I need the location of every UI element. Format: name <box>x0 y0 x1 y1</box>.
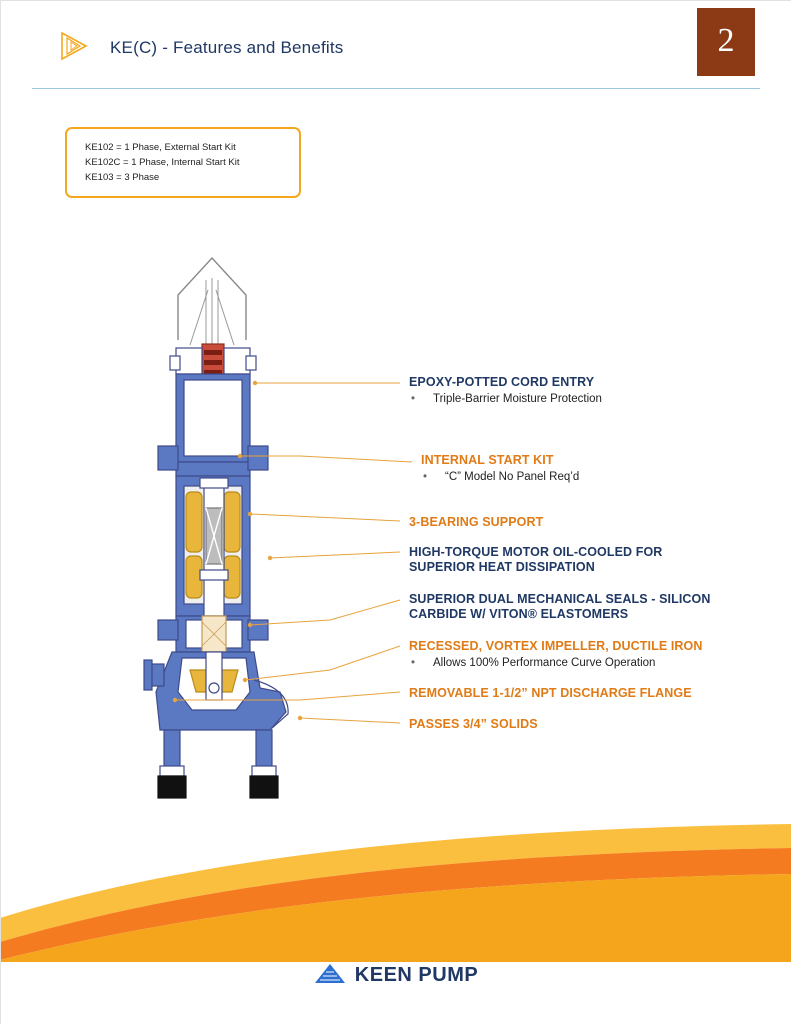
annotation-title: SUPERIOR DUAL MECHANICAL SEALS - SILICON <box>409 592 711 606</box>
pump-cutaway-diagram <box>120 240 420 820</box>
annotation-high-torque-motor <box>409 545 662 575</box>
annotation-subtext <box>409 656 703 671</box>
legend-line: KE102C = 1 Phase, Internal Start Kit <box>85 157 240 168</box>
footer-brand-logo <box>301 958 491 992</box>
annotation-subtext <box>409 392 602 407</box>
annotation-3-bearing-support <box>409 515 543 530</box>
annotation-title: PASSES 3/4” SOLIDS <box>409 717 538 731</box>
annotation-subtext <box>421 470 579 485</box>
annotation-internal-start-kit <box>421 453 579 485</box>
annotation-title: RECESSED, VORTEX IMPELLER, DUCTILE IRON <box>409 639 703 653</box>
model-legend-box <box>65 127 301 198</box>
annotation-title-line2: CARBIDE W/ VITON® ELASTOMERS <box>409 607 629 621</box>
annotation-subtext-label: “C” Model No Panel Req’d <box>445 471 580 483</box>
page-number-badge <box>697 8 755 76</box>
annotation-title: INTERNAL START KIT <box>421 453 554 467</box>
page-number: 2 <box>717 22 735 59</box>
annotation-removable-discharge-flange <box>409 686 692 701</box>
annotation-title: REMOVABLE 1-1/2” NPT DISCHARGE FLANGE <box>409 686 692 700</box>
footer-wave-graphic <box>0 822 791 962</box>
footer-brand-name: KEEN PUMP <box>354 963 479 986</box>
legend-line: KE102 = 1 Phase, External Start Kit <box>85 142 236 153</box>
header-divider <box>32 88 760 89</box>
annotation-title: EPOXY-POTTED CORD ENTRY <box>409 375 595 389</box>
annotation-subtext-label: Allows 100% Performance Curve Operation <box>433 657 656 669</box>
bullet-icon: • <box>411 657 416 669</box>
annotation-title: 3-BEARING SUPPORT <box>409 515 544 529</box>
annotation-title-line2: SUPERIOR HEAT DISSIPATION <box>409 560 595 574</box>
page-title: KE(C) - Features and Benefits <box>110 38 344 57</box>
annotation-dual-mechanical-seals <box>409 592 710 622</box>
annotation-epoxy-potted-cord-entry <box>409 375 602 407</box>
annotation-title: HIGH-TORQUE MOTOR OIL-COOLED FOR <box>409 545 663 559</box>
annotation-subtext-label: Triple-Barrier Moisture Protection <box>433 393 602 405</box>
header-logo-icon <box>58 30 92 62</box>
keen-pump-mark-icon <box>313 961 347 989</box>
annotation-vortex-impeller <box>409 639 703 671</box>
bullet-icon: • <box>411 393 416 405</box>
bullet-icon: • <box>423 471 428 483</box>
annotation-passes-solids <box>409 717 538 732</box>
legend-line: KE103 = 3 Phase <box>85 172 160 183</box>
